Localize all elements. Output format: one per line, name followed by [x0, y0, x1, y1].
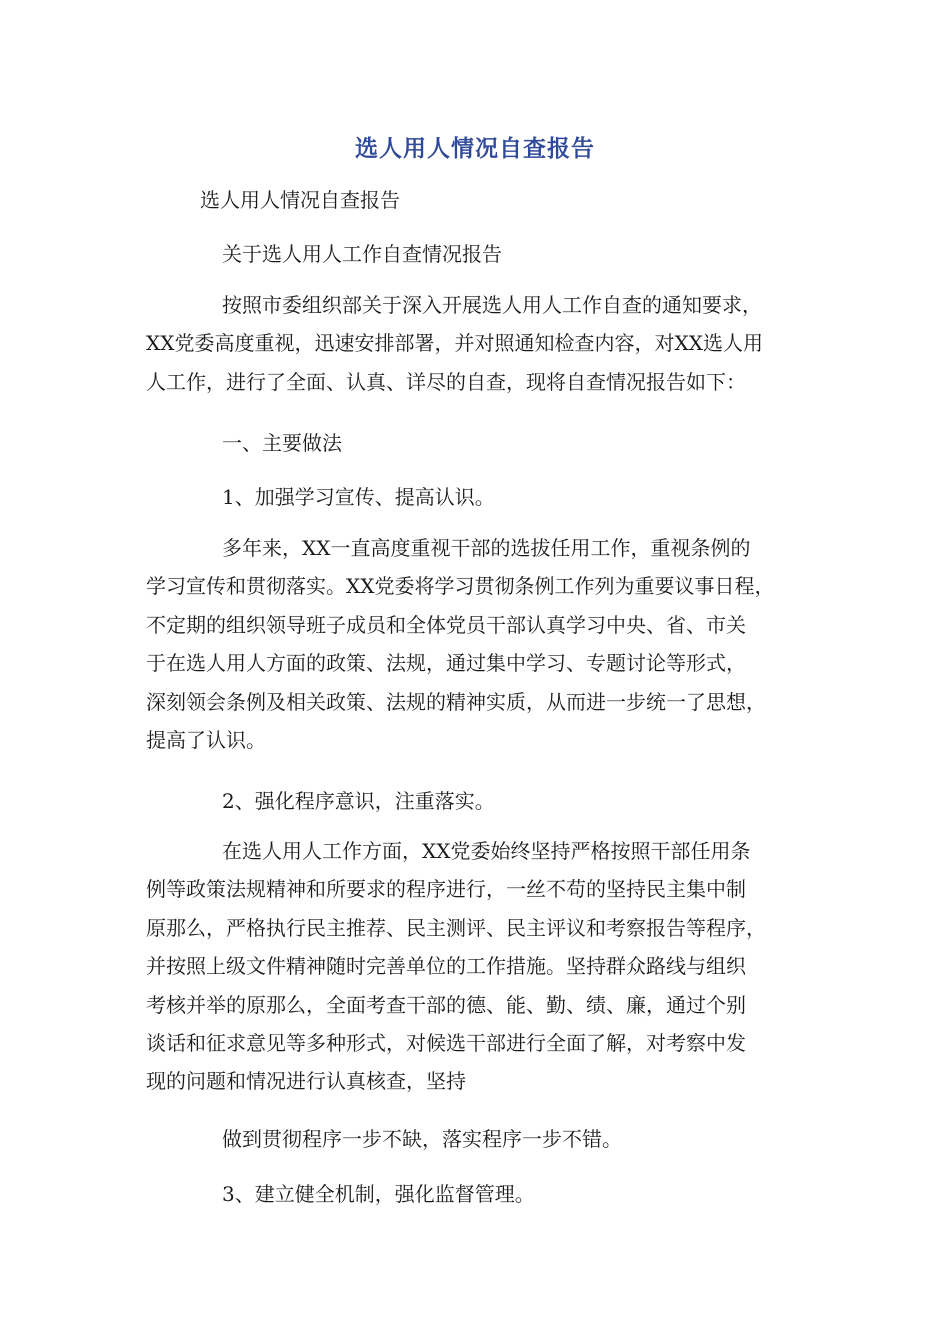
- item2-heading: 2、强化程序意识，注重落实。: [222, 789, 495, 813]
- item2-line: 在选人用人工作方面，XX党委始终坚持严格按照干部任用条: [222, 839, 751, 863]
- intro-line: XX党委高度重视，迅速安排部署，并对照通知检查内容，对XX选人用: [146, 331, 763, 356]
- document-subtitle: 选人用人情况自查报告: [200, 188, 400, 212]
- section-heading-main-practices: 一、主要做法: [222, 431, 342, 455]
- intro-line: 按照市委组织部关于深入开展选人用人工作自查的通知要求，: [222, 293, 762, 317]
- report-subheading: 关于选人用人工作自查情况报告: [222, 242, 502, 266]
- document-title: 选人用人情况自查报告: [355, 136, 595, 162]
- item1-line: 多年来，XX一直高度重视干部的选拔任用工作，重视条例的: [222, 536, 751, 560]
- item1-paragraph: [146, 529, 816, 759]
- item2-line: 原那么，严格执行民主推荐、民主测评、民主评议和考察报告等程序，: [146, 915, 766, 940]
- item2-line: 并按照上级文件精神随时完善单位的工作措施。坚持群众路线与组织: [146, 954, 746, 979]
- item1-line: 学习宣传和贯彻落实。XX党委将学习贯彻条例工作列为重要议事日程，: [146, 574, 775, 599]
- item1-line: 深刻领会条例及相关政策、法规的精神实质，从而进一步统一了思想，: [146, 689, 766, 714]
- item2-line: 谈话和征求意见等多种形式，对候选干部进行全面了解，对考察中发: [146, 1031, 746, 1056]
- item2-line: 考核并举的原那么，全面考查干部的德、能、勤、绩、廉，通过个别: [146, 992, 746, 1017]
- item3-heading: 3、建立健全机制，强化监督管理。: [222, 1182, 535, 1206]
- item2-tail-line: 做到贯彻程序一步不缺，落实程序一步不错。: [222, 1127, 622, 1151]
- item1-line: 提高了认识。: [146, 728, 266, 753]
- intro-paragraph: [146, 286, 816, 401]
- item2-line: 现的问题和情况进行认真核查，坚持: [146, 1069, 466, 1094]
- item1-line: 于在选人用人方面的政策、法规，通过集中学习、专题讨论等形式，: [146, 651, 746, 676]
- intro-line: 人工作，进行了全面、认真、详尽的自查，现将自查情况报告如下：: [146, 369, 746, 394]
- item2-paragraph: [146, 832, 816, 1101]
- item2-line: 例等政策法规精神和所要求的程序进行，一丝不苟的坚持民主集中制: [146, 877, 746, 902]
- item1-line: 不定期的组织领导班子成员和全体党员干部认真学习中央、省、市关: [146, 612, 746, 637]
- item1-heading: 1、加强学习宣传、提高认识。: [222, 485, 495, 509]
